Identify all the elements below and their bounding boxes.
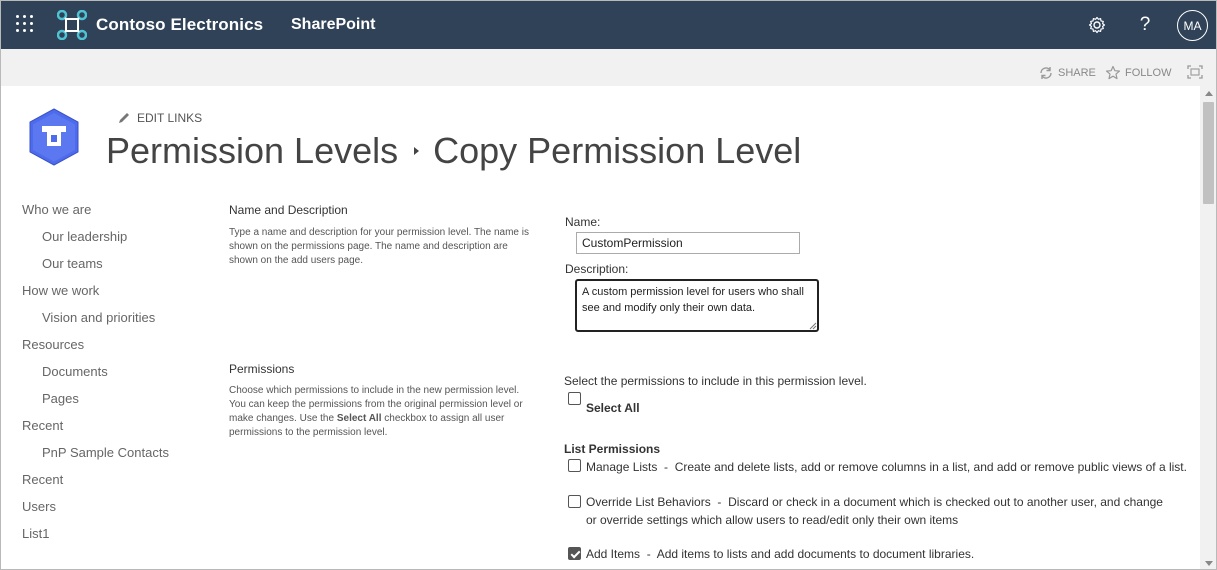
select-all-checkbox[interactable]	[568, 392, 581, 405]
nav-item[interactable]: Vision and priorities	[42, 310, 156, 325]
list-permissions-heading: List Permissions	[564, 442, 661, 456]
permission-separator: -	[657, 460, 675, 474]
share-icon	[1038, 65, 1054, 81]
share-button[interactable]	[1038, 65, 1096, 81]
resize-grip-icon[interactable]	[808, 321, 817, 330]
command-bar	[1, 49, 1217, 86]
nav-item[interactable]: Recent	[22, 418, 64, 433]
brand-name[interactable]: Contoso Electronics	[96, 15, 264, 34]
nav-item[interactable]: Who we are	[22, 202, 92, 217]
override-list-behaviors-checkbox[interactable]	[568, 495, 581, 508]
scroll-down-arrow-icon[interactable]	[1205, 561, 1213, 566]
share-label: SHARE	[1058, 67, 1096, 79]
add-items-permission	[586, 545, 974, 563]
vertical-scrollbar[interactable]	[1200, 86, 1217, 570]
override-list-behaviors-permission	[586, 493, 1176, 529]
nav-item[interactable]: Documents	[42, 364, 108, 379]
scrollbar-thumb[interactable]	[1203, 102, 1214, 204]
name-section-heading: Name and Description	[229, 203, 348, 217]
settings-gear-icon[interactable]	[1085, 13, 1109, 37]
breadcrumb-parent-link[interactable]: Permission Levels	[106, 130, 399, 171]
pencil-icon	[117, 111, 131, 125]
permissions-section-heading: Permissions	[229, 362, 295, 376]
quick-launch-nav	[22, 201, 212, 552]
avatar[interactable]: MA	[1177, 10, 1208, 41]
permission-description: Add items to lists and add documents to document libraries.	[656, 547, 975, 561]
site-logo-icon[interactable]	[26, 107, 82, 167]
contoso-logo-icon[interactable]	[57, 10, 87, 40]
name-input[interactable]	[576, 232, 800, 254]
app-name[interactable]: SharePoint	[291, 16, 376, 33]
permissions-intro: Select the permissions to include in this permission level.	[564, 374, 867, 388]
permission-description: Discard or check in a document which is checked out to another user, and change or override settings which allow users to read/edit only their own items	[586, 495, 1163, 527]
permission-name[interactable]: Override List Behaviors	[586, 495, 711, 509]
permission-separator: -	[640, 547, 657, 561]
breadcrumb-separator-icon	[414, 147, 419, 155]
select-all-label[interactable]: Select All	[586, 401, 640, 415]
manage-lists-permission	[586, 458, 1187, 476]
nav-item[interactable]: Our leadership	[42, 229, 128, 244]
permission-separator: -	[710, 495, 729, 509]
add-items-checkbox[interactable]	[568, 547, 581, 560]
nav-item[interactable]: PnP Sample Contacts	[42, 445, 169, 460]
description-textarea[interactable]	[575, 279, 819, 332]
star-icon	[1105, 65, 1121, 81]
permissions-desc-bold: Select All	[336, 413, 382, 424]
waffle-icon[interactable]	[16, 15, 36, 35]
nav-item[interactable]: Recent	[22, 472, 64, 487]
permissions-desc-part2: checkbox to assign all user permissions to the permission level.	[229, 413, 505, 438]
scroll-up-arrow-icon[interactable]	[1205, 91, 1213, 96]
description-label: Description:	[565, 262, 629, 276]
name-label: Name:	[565, 215, 601, 229]
permissions-desc-part1: Choose which permissions to include in the new permission level. You can keep the permissions from the original permission level or make changes. Use the	[229, 385, 523, 424]
nav-item[interactable]: Resources	[22, 337, 85, 352]
nav-item[interactable]: Users	[22, 499, 56, 514]
follow-label: FOLLOW	[1125, 67, 1172, 79]
help-icon[interactable]: ?	[1139, 14, 1151, 35]
permission-name[interactable]: Add Items	[586, 547, 641, 561]
permissions-section-description	[229, 384, 534, 440]
suite-bar	[1, 1, 1217, 49]
page-title	[106, 130, 801, 172]
manage-lists-checkbox[interactable]	[568, 459, 581, 472]
follow-button[interactable]	[1105, 65, 1171, 81]
permission-name[interactable]: Manage Lists	[586, 460, 658, 474]
nav-item[interactable]: List1	[22, 526, 50, 541]
focus-mode-button[interactable]	[1187, 65, 1203, 79]
edit-links-label: EDIT LINKS	[137, 111, 203, 125]
nav-item[interactable]: Our teams	[42, 256, 103, 271]
focus-mode-icon	[1187, 65, 1203, 79]
breadcrumb-current: Copy Permission Level	[433, 130, 802, 171]
edit-links-button[interactable]	[117, 111, 202, 125]
permission-description: Create and delete lists, add or remove columns in a list, and add or remove public views of a list.	[674, 460, 1187, 474]
nav-item[interactable]: How we work	[22, 283, 100, 298]
nav-item[interactable]: Pages	[42, 391, 79, 406]
name-section-description: Type a name and description for your permission level. The name is shown on the permissions page. The name and description are shown on the add users page.	[229, 227, 529, 266]
